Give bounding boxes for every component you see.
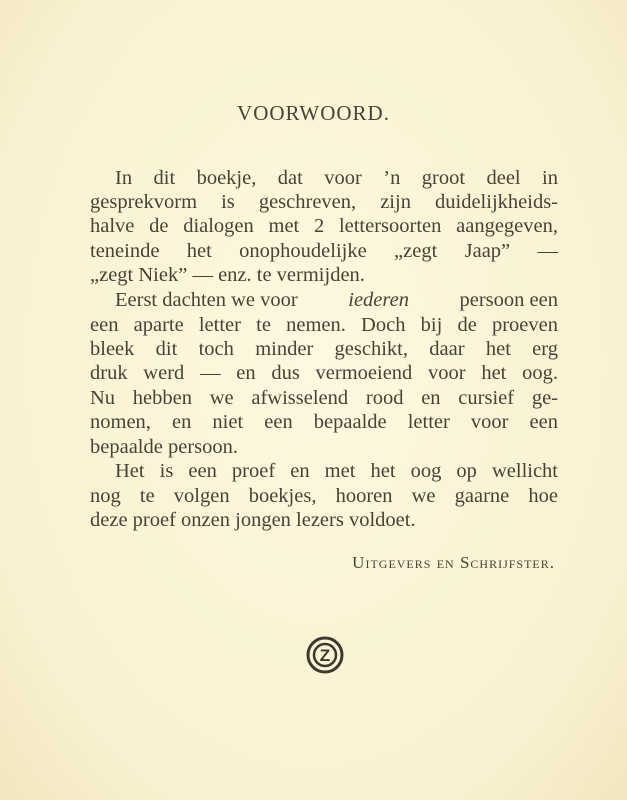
text-line: In dit boekje, dat voor ’n groot deel in bbox=[115, 167, 558, 189]
text-line: nog te volgen boekjes, hooren we gaarne hoe bbox=[90, 485, 558, 507]
text-line: Het is een proef en met het oog op wellicht bbox=[115, 460, 558, 482]
text-line-with-italic bbox=[115, 288, 558, 312]
logo-letter: Z bbox=[319, 646, 331, 665]
page-title: VOORWOORD. bbox=[237, 101, 390, 125]
text-line: een aparte letter te nemen. Doch bij de proeven bbox=[90, 314, 558, 336]
signature: Uitgevers en Schrijfster. bbox=[352, 553, 555, 572]
text-line: nomen, en niet een bepaalde letter voor een bbox=[90, 411, 558, 433]
italic-word: iederen bbox=[348, 289, 409, 311]
text-line: bleek dit toch minder geschikt, daar het erg bbox=[90, 338, 558, 360]
text-line: druk werd — en dus vermoeiend voor het oog. bbox=[90, 362, 558, 384]
text-segment: persoon een bbox=[459, 289, 558, 311]
publisher-logo-icon bbox=[306, 636, 344, 674]
text-line: „zegt Niek” — enz. te vermijden. bbox=[90, 264, 365, 286]
text-line: deze proef onzen jongen lezers voldoet. bbox=[90, 509, 416, 531]
text-segment: Eerst dachten we voor bbox=[115, 289, 298, 311]
text-line: bepaalde persoon. bbox=[90, 436, 238, 458]
text-line: halve de dialogen met 2 lettersoorten aangegeven, bbox=[90, 215, 558, 237]
text-line: Nu hebben we afwisselend rood en cursief ge- bbox=[90, 387, 558, 409]
text-line: teneinde het onophoudelijke „zegt Jaap” — bbox=[90, 240, 558, 262]
text-line: gesprekvorm is geschreven, zijn duidelijkheids- bbox=[90, 191, 558, 213]
